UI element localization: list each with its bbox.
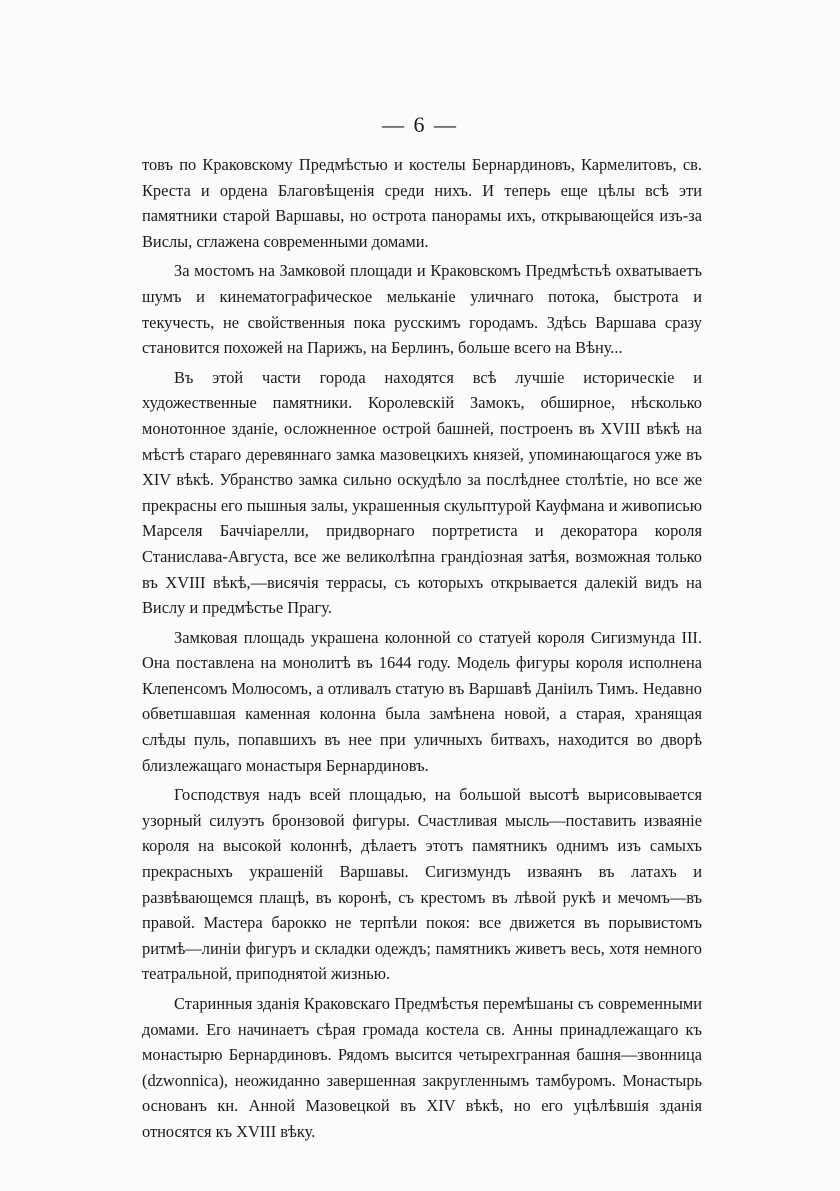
- paragraph-continuation: товъ по Краковскому Предмѣстью и костелы Бернардиновъ, Кармелитовъ, св. Креста и ордена Благовѣщенія среди нихъ. И теперь еще цѣлы всѣ эти памятники старой Варшавы, но острота панорамы ихъ, открывающейся изъ-за Вислы, сглажена современными домами.: [142, 155, 702, 251]
- paragraph-bridge-square: За мостомъ на Замковой площади и Краковскомъ Предмѣстьѣ охватываетъ шумъ и кинематографическое мельканіе уличнаго потока, быстрота и текучесть, не свойственныя пока русскимъ городамъ. Здѣсь Варшава сразу становится похожей на Парижъ, на Берлинъ, больше всего на Вѣну...: [142, 261, 702, 358]
- paragraph-sigismund-column: Замковая площадь украшена колонной со статуей короля Сигизмунда III. Она поставлена на монолитѣ въ 1644 году. Модель фигуры короля исполнена Клепенсомъ Молюсомъ, а отливалъ статую въ Варшавѣ Даніилъ Тимъ. Недавно обветшавшая каменная колонна была замѣнена новой, а старая, хранящая слѣды пуль, попавшихъ въ нее при уличныхъ битвахъ, находится во дворѣ близлежащаго монастыря Бернардиновъ.: [142, 627, 702, 775]
- page-number: — 6 —: [382, 112, 458, 137]
- paragraph-bronze-figure: Господствуя надъ всей площадью, на большой высотѣ вырисовывается узорный силуэтъ бронзовой фигуры. Счастливая мысль—поставить изваяніе короля на высокой колоннѣ, дѣлаетъ этотъ памятникъ однимъ изъ самыхъ прекрасныхъ украшеній Варшавы. Сигизмундъ изваянъ въ латахъ и развѣвающемся плащѣ, въ коронѣ, съ крестомъ въ лѣвой рукѣ и мечомъ—въ правой. Мастера барокко не терпѣли покоя: все движется въ порывистомъ ритмѣ—линіи фигуръ и складки одеждъ; памятникъ живетъ весь, хотя немного театральной, приподнятой жизнью.: [142, 785, 702, 984]
- paragraph-royal-castle: Въ этой части города находятся всѣ лучшіе историческіе и художественные памятники. Королевскій Замокъ, обширное, нѣсколько монотонное зданіе, осложненное острой башней, построенъ въ XVIII вѣкѣ на мѣстѣ стараго деревяннаго замка мазовецкихъ князей, упоминающагося уже въ XIV вѣкѣ. Убранство замка сильно оскудѣло за послѣднее столѣтіе, но все же прекрасны его пышныя залы, украшенныя скульптурой Кауфмана и живописью Марселя Баччіарелли, придворнаго портретиста и декоратора короля Станислава-Августа, все же великолѣпна грандіозная затѣя, возможная только въ XVIII вѣкѣ,—висячія террасы, съ которыхъ открывается далекій видъ на Вислу и предмѣстье Прагу.: [142, 367, 702, 618]
- paragraph-old-buildings: Старинныя зданія Краковскаго Предмѣстья перемѣшаны съ современными домами. Его начинаетъ сѣрая громада костела св. Анны принадлежащаго къ монастырю Бернардиновъ. Рядомъ высится четырехгранная башня—звонница (dzwonnica), неожиданно завершенная закругленнымъ тамбуромъ. Монастырь основанъ кн. Анной Мазовецкой въ XIV вѣкѣ, но его уцѣлѣвшія зданія относятся къ XVIII вѣку.: [142, 994, 702, 1141]
- body-text: [142, 152, 702, 1145]
